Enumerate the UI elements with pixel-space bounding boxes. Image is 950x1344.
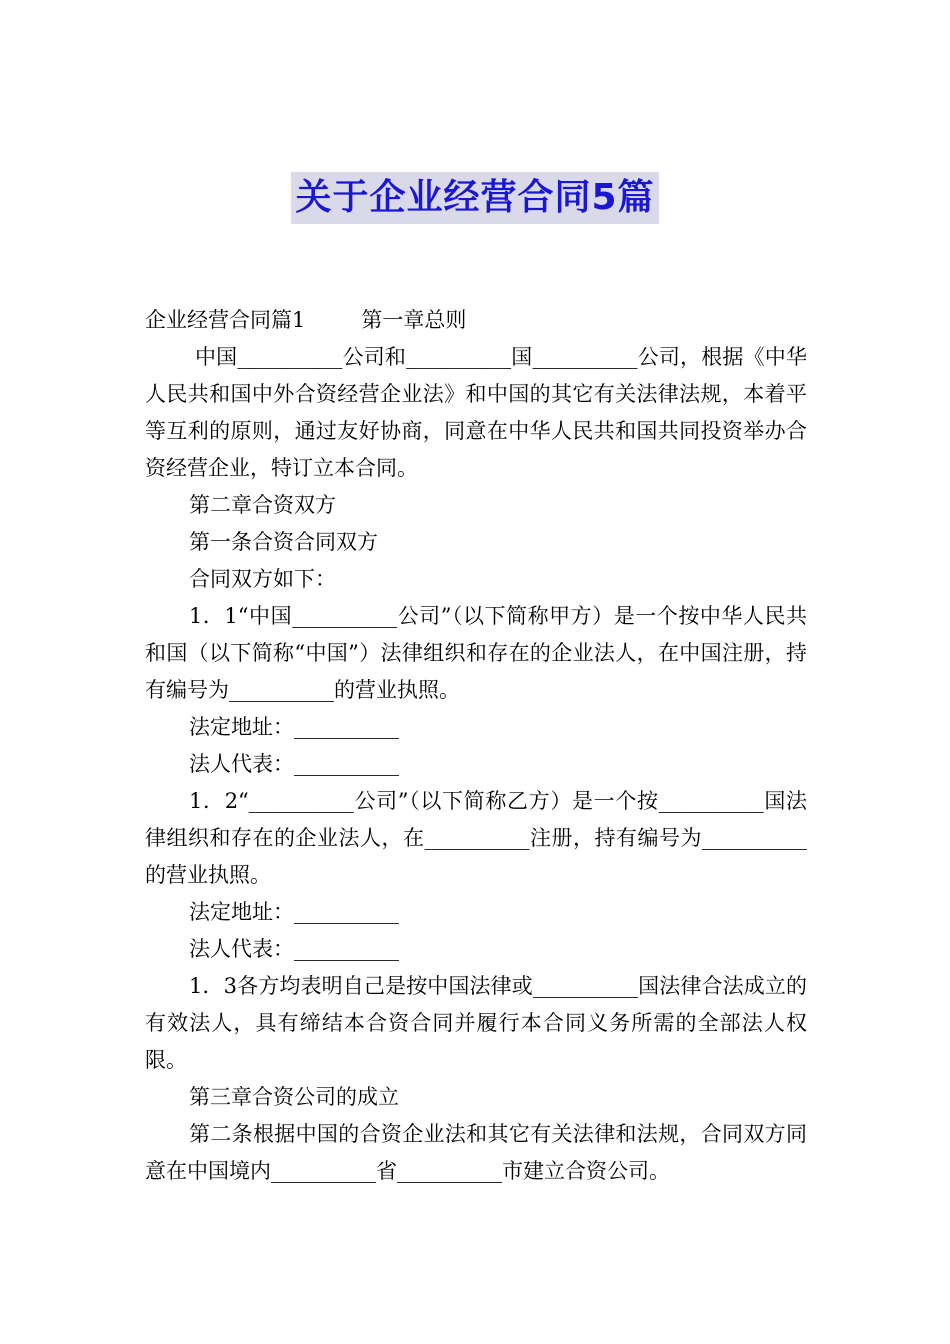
paragraph-clause-1-2: 1．2“__________公司”（以下简称乙方）是一个按__________国法律组织和存在的企业法人，在__________注册，持有编号为__________的营业执照。: [145, 789, 807, 887]
chapter-heading-3: 第三章合资公司的成立: [189, 1085, 399, 1109]
document-body: [145, 302, 807, 1190]
title-container: [0, 172, 950, 224]
chapter-heading: 第一章总则: [361, 308, 467, 332]
document-title: 关于企业经营合同5篇: [291, 172, 658, 224]
party-a-address: 法定地址：__________: [189, 715, 399, 739]
article-heading-1: 第一条合资合同双方: [189, 530, 378, 554]
paragraph-parties-intro: 合同双方如下：: [189, 567, 336, 591]
party-a-representative: 法人代表：__________: [189, 752, 399, 776]
section-heading-line: [145, 302, 807, 339]
paragraph-preamble: 中国__________公司和__________国__________公司，根据《中华人民共和国中外合资经营企业法》和中国的其它有关法律法规，本着平等互利的原则，通过友好协商，同意在中华人民共和国共同投资举办合资经营企业，特订立本合同。: [145, 345, 807, 480]
contract-heading: 企业经营合同篇1: [145, 308, 306, 332]
party-b-address: 法定地址：__________: [189, 900, 399, 924]
chapter-heading-2: 第二章合资双方: [189, 493, 336, 517]
paragraph-article-2: 第二条根据中国的合资企业法和其它有关法律和法规，合同双方同意在中国境内__________省__________市建立合资公司。: [145, 1122, 807, 1183]
paragraph-clause-1-3: 1．3各方均表明自己是按中国法律或__________国法律合法成立的有效法人，具有缔结本合资合同并履行本合同义务所需的全部法人权限。: [145, 974, 807, 1072]
paragraph-clause-1-1: 1．1“中国__________公司”（以下简称甲方）是一个按中华人民共和国（以下简称“中国”）法律组织和存在的企业法人，在中国注册，持有编号为__________的营业执照。: [145, 604, 807, 702]
party-b-representative: 法人代表：__________: [189, 937, 399, 961]
